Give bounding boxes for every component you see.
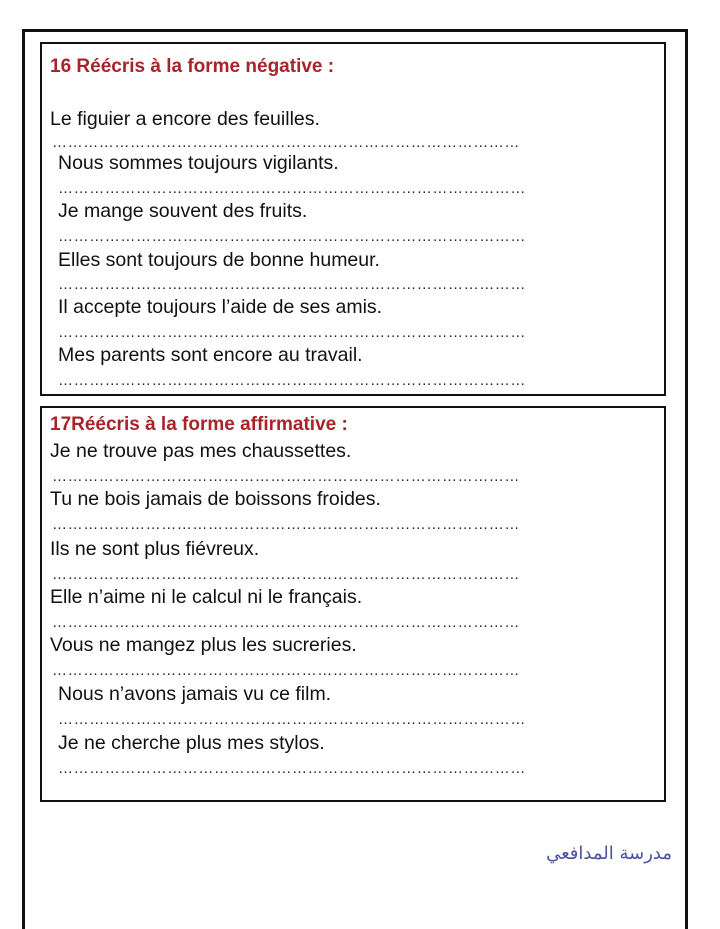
exercise-16-sentence-1: Le figuier a encore des feuilles. bbox=[50, 108, 320, 130]
answer-line[interactable]: ……………………………………………………………………………… bbox=[52, 134, 520, 151]
exercise-17-sentence-7: Je ne cherche plus mes stylos. bbox=[58, 732, 325, 754]
answer-line[interactable]: ……………………………………………………………………………… bbox=[52, 516, 520, 533]
answer-line[interactable]: ……………………………………………………………………………… bbox=[52, 566, 520, 583]
answer-line[interactable]: ……………………………………………………………………………… bbox=[58, 228, 526, 245]
exercise-17-sentence-2: Tu ne bois jamais de boissons froides. bbox=[50, 488, 381, 510]
school-name: مدرسة المدافعي bbox=[546, 843, 672, 864]
answer-line[interactable]: ……………………………………………………………………………… bbox=[58, 276, 526, 293]
exercise-17-title: 17Réécris à la forme affirmative : bbox=[50, 414, 348, 435]
exercise-16-sentence-6: Mes parents sont encore au travail. bbox=[58, 344, 363, 366]
exercise-17-sentence-4: Elle n’aime ni le calcul ni le français. bbox=[50, 586, 363, 608]
exercise-16-title: 16 Réécris à la forme négative : bbox=[50, 56, 335, 77]
answer-line[interactable]: ……………………………………………………………………………… bbox=[58, 180, 526, 197]
answer-line[interactable]: ……………………………………………………………………………… bbox=[52, 614, 520, 631]
exercise-17-sentence-3: Ils ne sont plus fiévreux. bbox=[50, 538, 260, 560]
exercise-17-sentence-6: Nous n’avons jamais vu ce film. bbox=[58, 683, 332, 705]
answer-line[interactable]: ……………………………………………………………………………… bbox=[52, 662, 520, 679]
exercise-16-sentence-2: Nous sommes toujours vigilants. bbox=[58, 152, 339, 174]
exercise-16-box bbox=[40, 42, 666, 396]
answer-line[interactable]: ……………………………………………………………………………… bbox=[58, 324, 526, 341]
exercise-16-sentence-4: Elles sont toujours de bonne humeur. bbox=[58, 249, 380, 271]
exercise-17-box bbox=[40, 406, 666, 802]
exercise-16-sentence-5: Il accepte toujours l’aide de ses amis. bbox=[58, 296, 383, 318]
answer-line[interactable]: ……………………………………………………………………………… bbox=[58, 760, 526, 777]
exercise-17-sentence-1: Je ne trouve pas mes chaussettes. bbox=[50, 440, 352, 462]
answer-line[interactable]: ……………………………………………………………………………… bbox=[58, 711, 526, 728]
exercise-16-sentence-3: Je mange souvent des fruits. bbox=[58, 200, 308, 222]
answer-line[interactable]: ……………………………………………………………………………… bbox=[58, 372, 526, 389]
answer-line[interactable]: ……………………………………………………………………………… bbox=[52, 468, 520, 485]
exercise-17-sentence-5: Vous ne mangez plus les sucreries. bbox=[50, 634, 357, 656]
